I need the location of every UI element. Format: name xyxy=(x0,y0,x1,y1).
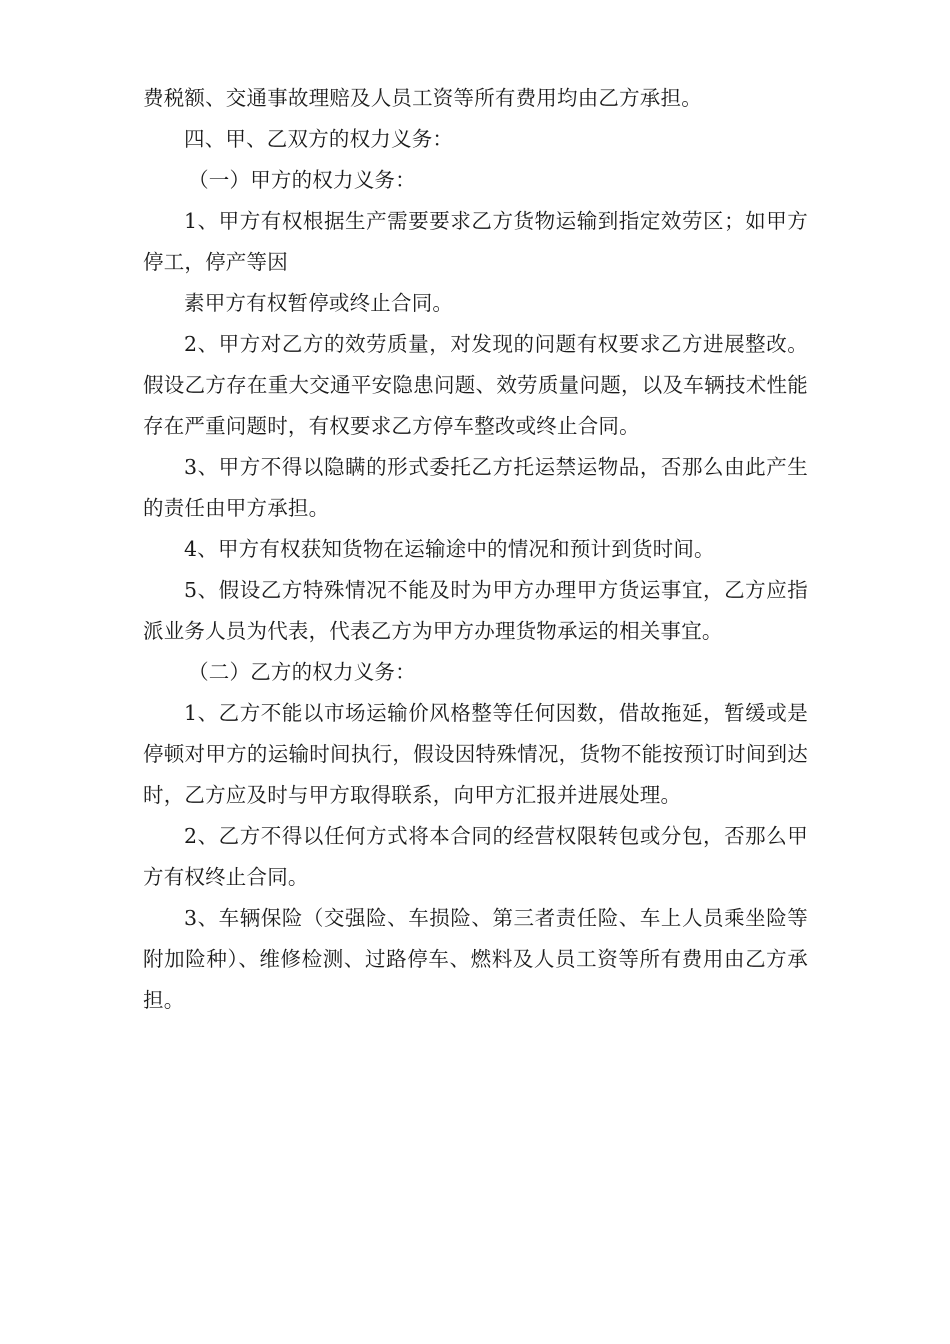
clause-a-2: 2、甲方对乙方的效劳质量，对发现的问题有权要求乙方进展整改。假设乙方存在重大交通平安隐患问题、效劳质量问题，以及车辆技术性能存在严重问题时，有权要求乙方停车整改或终止合同。 xyxy=(143,332,808,438)
paragraph-fee-continuation: 费税额、交通事故理赔及人员工资等所有费用均由乙方承担。 xyxy=(143,86,702,110)
document-body xyxy=(143,78,808,1021)
clause-b-2: 2、乙方不得以任何方式将本合同的经营权限转包或分包，否那么甲方有权终止合同。 xyxy=(143,824,808,889)
clause-b-1: 1、乙方不能以市场运输价风格整等任何因数，借故拖延，暂缓或是停顿对甲方的运输时间执行，假设因特殊情况，货物不能按预订时间到达时，乙方应及时与甲方取得联系，向甲方汇报并进展处理。 xyxy=(143,701,808,807)
clause-a-1-continuation: 素甲方有权暂停或终止合同。 xyxy=(184,291,454,315)
subsection-heading-party-a: （一）甲方的权力义务： xyxy=(188,168,416,192)
clause-a-1: 1、甲方有权根据生产需要要求乙方货物运输到指定效劳区；如甲方停工，停产等因 xyxy=(143,209,808,274)
clause-a-5: 5、假设乙方特殊情况不能及时为甲方办理甲方货运事宜，乙方应指派业务人员为代表，代表乙方为甲方办理货物承运的相关事宜。 xyxy=(143,578,808,643)
section-heading-rights-obligations: 四、甲、乙双方的权力义务： xyxy=(184,127,454,151)
clause-b-3: 3、车辆保险（交强险、车损险、第三者责任险、车上人员乘坐险等附加险种）、维修检测、过路停车、燃料及人员工资等所有费用由乙方承担。 xyxy=(143,906,808,1012)
clause-a-4: 4、甲方有权获知货物在运输途中的情况和预计到货时间。 xyxy=(184,537,715,561)
clause-a-3: 3、甲方不得以隐瞒的形式委托乙方托运禁运物品，否那么由此产生的责任由甲方承担。 xyxy=(143,455,808,520)
subsection-heading-party-b: （二）乙方的权力义务： xyxy=(188,660,416,684)
